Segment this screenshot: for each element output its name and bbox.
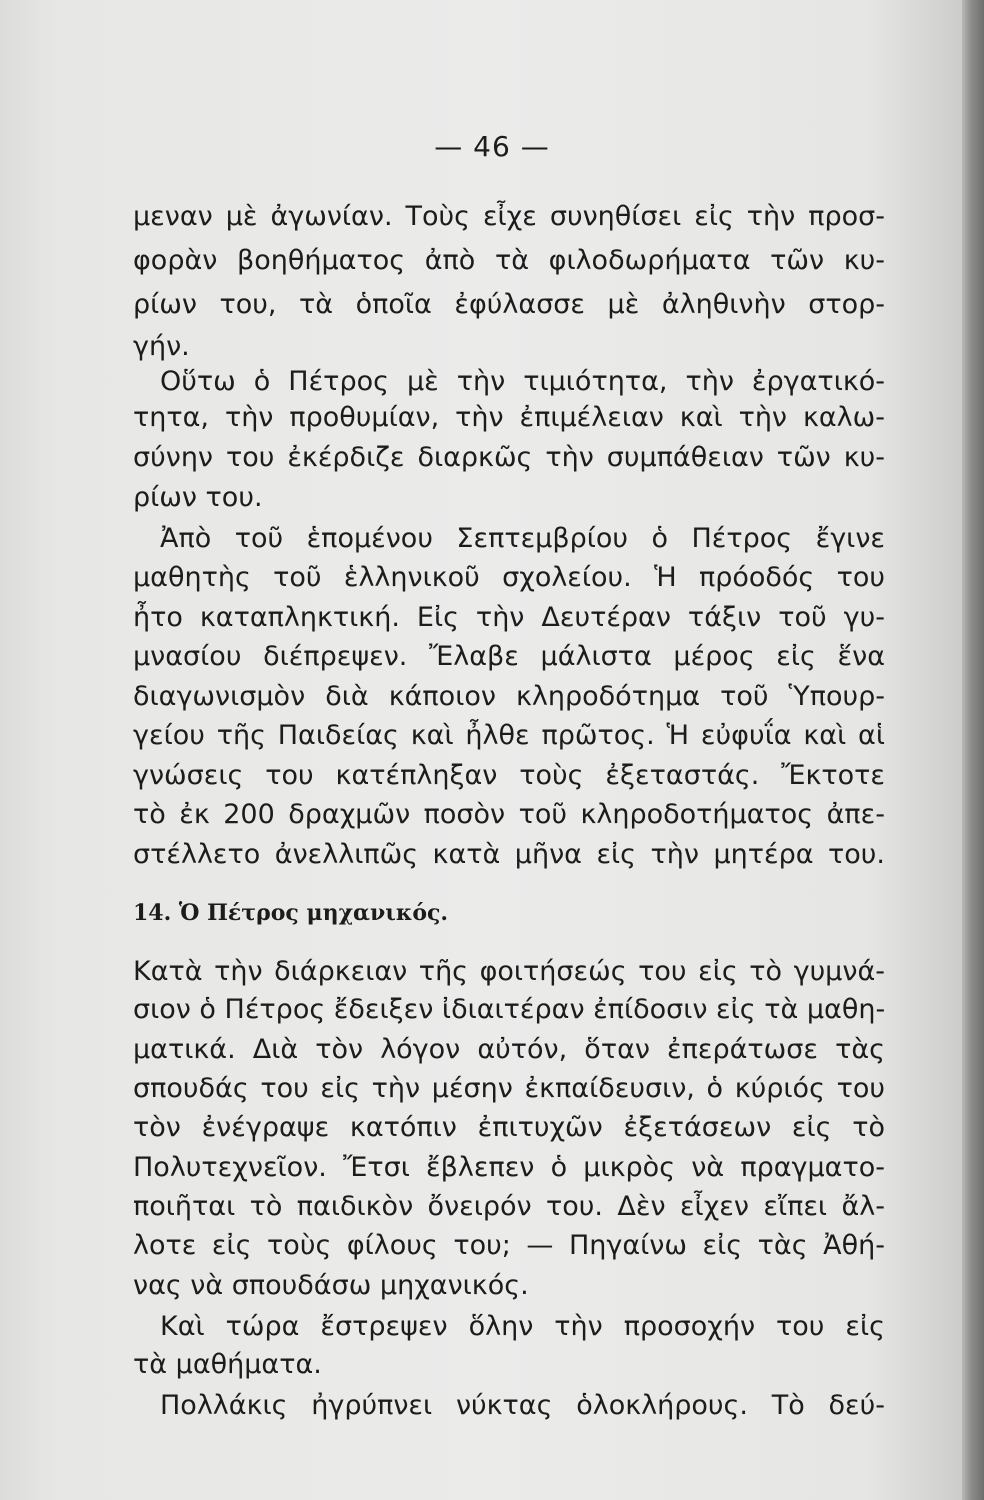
page-number: — 46 — xyxy=(434,130,550,163)
text-line: γείου τῆς Παιδείας καὶ ἦλθε πρῶτος. Ἡ εὐφυΐα καὶ αἱ xyxy=(133,720,885,751)
text-line: διαγωνισμὸν διὰ κάποιον κληροδότημα τοῦ Ὑπουρ- xyxy=(133,681,885,712)
text-line: ρίων του, τὰ ὁποῖα ἐφύλασσε μὲ ἀληθινὴν στορ- xyxy=(133,289,885,320)
text-line: τητα, τὴν προθυμίαν, τὴν ἐπιμέλειαν καὶ τὴν καλω- xyxy=(133,402,885,433)
text-line: γήν. xyxy=(133,331,190,362)
text-line: Πολυτεχνεῖον. Ἔτσι ἔβλεπεν ὁ μικρὸς νὰ πραγματο- xyxy=(133,1152,885,1183)
text-line: λοτε εἰς τοὺς φίλους του; — Πηγαίνω εἰς τὰς Ἀθή- xyxy=(133,1230,885,1261)
text-line: μαθητὴς τοῦ ἑλληνικοῦ σχολείου. Ἡ πρόοδός του xyxy=(133,562,885,593)
book-spine-edge xyxy=(962,0,984,1500)
text-line: τὸν ἐνέγραψε κατόπιν ἐπιτυχῶν ἐξετάσεων εἰς τὸ xyxy=(133,1112,885,1143)
paragraph-first-line: Ἀπὸ τοῦ ἑπομένου Σεπτεμβρίου ὁ Πέτρος ἔγινε xyxy=(160,523,885,554)
text-line: μνασίου διέπρεψεν. Ἔλαβε μάλιστα μέρος εἰς ἕνα xyxy=(133,641,885,672)
text-line: σύνην του ἐκέρδιζε διαρκῶς τὴν συμπάθειαν τῶν κυ- xyxy=(133,442,885,473)
text-line: μεναν μὲ ἀγωνίαν. Τοὺς εἶχε συνηθίσει εἰς τὴν προσ- xyxy=(133,201,885,232)
text-line: ματικά. Διὰ τὸν λόγον αὐτόν, ὅταν ἐπεράτωσε τὰς xyxy=(133,1034,885,1065)
text-line: ρίων του. xyxy=(133,482,263,513)
paragraph-first-line: Πολλάκις ἠγρύπνει νύκτας ὁλοκλήρους. Τὸ δεύ- xyxy=(160,1390,885,1421)
text-line: σπουδάς του εἰς τὴν μέσην ἐκπαίδευσιν, ὁ κύριός του xyxy=(133,1073,885,1104)
text-line: στέλλετο ἀνελλιπῶς κατὰ μῆνα εἰς τὴν μητέρα του. xyxy=(133,839,885,870)
paragraph-first-line: Καὶ τώρα ἔστρεψεν ὅλην τὴν προσοχήν του εἰς xyxy=(160,1311,885,1342)
text-line: τὰ μαθήματα. xyxy=(133,1349,322,1380)
text-line: τὸ ἐκ 200 δραχμῶν ποσὸν τοῦ κληροδοτήματος ἀπε- xyxy=(133,799,885,830)
text-line: φορὰν βοηθήματος ἀπὸ τὰ φιλοδωρήματα τῶν κυ- xyxy=(133,245,885,276)
text-line: σιον ὁ Πέτρος ἔδειξεν ἰδιαιτέραν ἐπίδοσιν εἰς τὰ μαθη- xyxy=(133,994,886,1025)
text-line: ἦτο καταπληκτική. Εἰς τὴν Δευτέραν τάξιν τοῦ γυ- xyxy=(133,602,885,633)
text-line: ποιῆται τὸ παιδικὸν ὄνειρόν του. Δὲν εἶχεν εἴπει ἄλ- xyxy=(133,1191,885,1222)
text-line: Κατὰ τὴν διάρκειαν τῆς φοιτήσεώς του εἰς τὸ γυμνά- xyxy=(133,956,885,987)
text-line: γνώσεις του κατέπληξαν τοὺς ἐξεταστάς. Ἔκτοτε xyxy=(133,760,885,791)
paragraph-first-line: Οὕτω ὁ Πέτρος μὲ τὴν τιμιότητα, τὴν ἐργατικό- xyxy=(160,366,885,397)
text-line: νας νὰ σπουδάσω μηχανικός. xyxy=(133,1270,529,1301)
section-heading: 14. Ὁ Πέτρος μηχανικός. xyxy=(133,900,449,926)
